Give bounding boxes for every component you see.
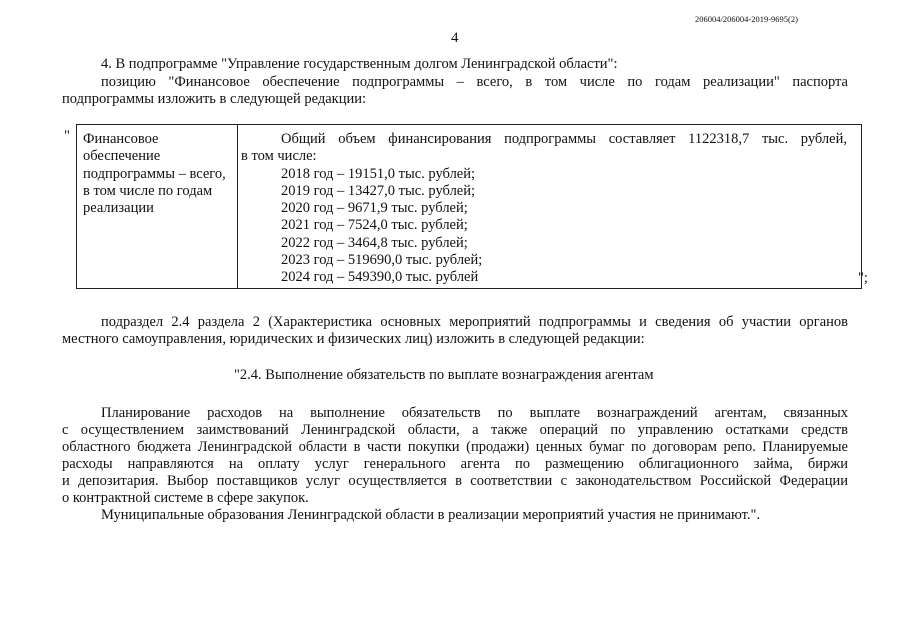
paragraph-1-line: с осуществлением заимствований Ленинградской области, а также операций по управлению остатками средств — [62, 422, 848, 438]
section-title: "2.4. Выполнение обязательств по выплате вознаграждения агентам — [234, 367, 654, 383]
paragraph-1-line: и депозитария. Выбор поставщиков услуг осуществляется в соответствии с законодательством Российской Федерации — [62, 473, 848, 489]
label-line: подпрограммы – всего, — [83, 165, 226, 182]
year-line: 2019 год – 13427,0 тыс. рублей; — [281, 182, 476, 199]
paragraph-1-line: Планирование расходов на выполнение обязательств по выплате вознаграждений агентам, связанных — [101, 405, 848, 421]
table-label-cell — [83, 131, 235, 217]
table-close-quote: "; — [858, 270, 868, 286]
label-line: реализации — [83, 200, 154, 217]
intro-line-1: позицию "Финансовое обеспечение подпрограммы – всего, в том числе по годам реализации" паспорта — [101, 74, 848, 90]
table-value-cell — [241, 131, 847, 287]
paragraph-2: Муниципальные образования Ленинградской области в реализации мероприятий участия не принимают.". — [101, 507, 761, 523]
table-column-divider — [237, 125, 238, 288]
paragraph-1-line: о контрактной системе в сфере закупок. — [62, 490, 309, 506]
total-financing-line: Общий объем финансирования подпрограммы составляет 1122318,7 тыс. рублей, — [281, 131, 847, 147]
year-line: 2023 год – 519690,0 тыс. рублей; — [281, 252, 483, 269]
table-open-quote: " — [64, 128, 70, 144]
year-line: 2018 год – 19151,0 тыс. рублей; — [281, 165, 476, 182]
subsection-line-1: подраздел 2.4 раздела 2 (Характеристика основных мероприятий подпрограммы и сведения об участии органов — [101, 314, 848, 330]
year-line: 2020 год – 9671,9 тыс. рублей; — [281, 200, 468, 217]
paragraph-1-line: областного бюджета Ленинградской области в части покупки (продажи) ценных бумаг по договорам репо. Планируемые — [62, 439, 848, 455]
page-number: 4 — [451, 30, 459, 46]
including-line: в том числе: — [241, 148, 317, 165]
label-line: обеспечение — [83, 148, 161, 165]
year-line: 2024 год – 549390,0 тыс. рублей — [281, 269, 479, 286]
year-line: 2022 год – 3464,8 тыс. рублей; — [281, 234, 468, 251]
intro-line-2: подпрограммы изложить в следующей редакции: — [62, 91, 367, 107]
intro-heading: 4. В подпрограмме "Управление государственным долгом Ленинградской области": — [101, 56, 618, 72]
financing-table — [76, 124, 862, 289]
subsection-line-2: местного самоуправления, юридических и физических лиц) изложить в следующей редакции: — [62, 331, 645, 347]
document-id: 206004/206004-2019-9695(2) — [695, 14, 798, 24]
label-line: Финансовое — [83, 131, 159, 147]
paragraph-1-line: расходы направляются на оплату услуг генерального агента по размещению облигационного займа, биржи — [62, 456, 848, 472]
label-line: в том числе по годам — [83, 182, 213, 199]
year-line: 2021 год – 7524,0 тыс. рублей; — [281, 217, 468, 234]
